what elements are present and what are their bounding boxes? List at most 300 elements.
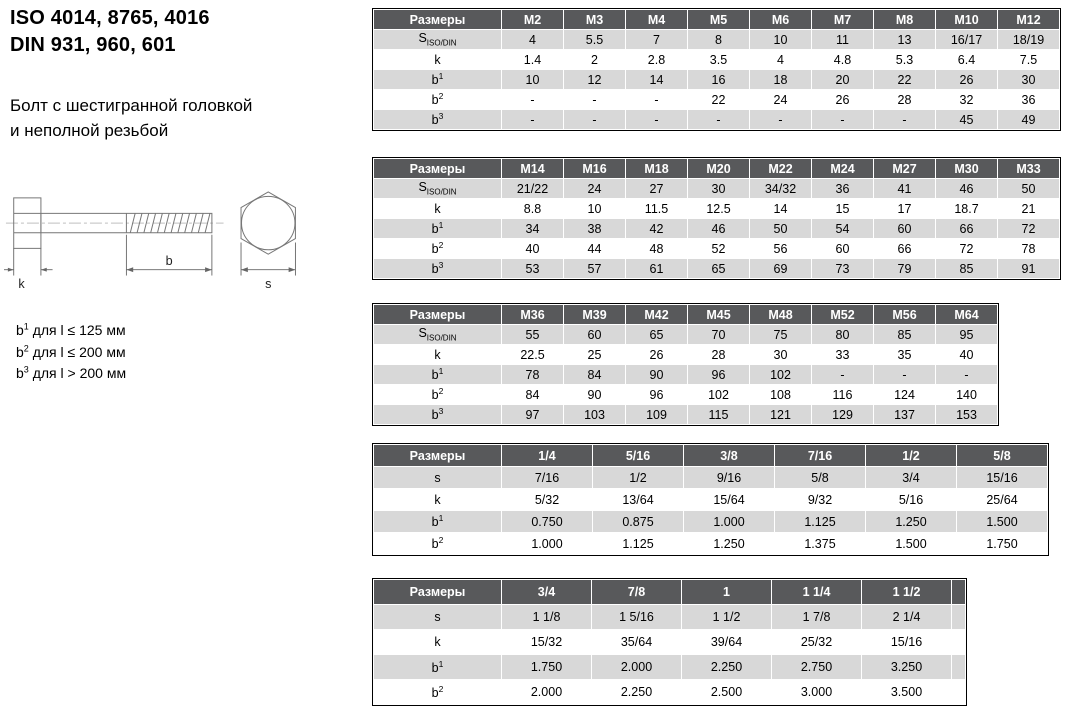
value-cell: 25/64 [957,489,1048,511]
row-label: $b^3$ [374,110,502,130]
column-header: M56 [874,305,936,325]
value-cell: 15/64 [684,489,775,511]
value-cell: 90 [564,385,626,405]
value-cell: 11 [812,30,874,50]
value-cell: 50 [750,219,812,239]
value-cell: 49 [998,110,1060,130]
value-cell: 1.250 [684,533,775,555]
table-corner-label: Размеры [374,445,502,467]
row-label: $b^1$ [374,511,502,533]
hex-head-outline [241,192,295,254]
value-cell: 1 1/8 [502,605,592,630]
table-row [374,50,1060,70]
value-cell: 34/32 [750,179,812,199]
value-cell: 75 [750,325,812,345]
value-cell: 7.5 [998,50,1060,70]
value-cell: 5.3 [874,50,936,70]
table-row [374,110,1060,130]
value-cell: 13 [874,30,936,50]
table-row [374,345,998,365]
value-cell: 22.5 [502,345,564,365]
value-cell: 102 [688,385,750,405]
value-cell: 102 [750,365,812,385]
value-cell: 153 [936,405,998,425]
header-row [374,10,1060,30]
column-header: 7/8 [592,580,682,605]
column-header: M14 [502,159,564,179]
value-cell: 85 [874,325,936,345]
value-cell: - [936,365,998,385]
value-cell: 72 [936,239,998,259]
table-row [374,385,998,405]
value-cell: 18/19 [998,30,1060,50]
row-label: $S_{ISO/DIN}$ [374,325,502,345]
note-b3 [16,363,126,385]
row-label: k [374,199,502,219]
note-b1-base: b [16,322,24,338]
value-cell: 35 [874,345,936,365]
value-cell: 1.000 [684,511,775,533]
value-cell: 69 [750,259,812,279]
value-cell: 60 [874,219,936,239]
value-cell: 7/16 [502,467,593,489]
value-cell: 30 [998,70,1060,90]
column-header: M5 [688,10,750,30]
value-cell: 25/32 [772,630,862,655]
row-label: s [374,467,502,489]
value-cell: 25 [564,345,626,365]
value-cell: 72 [998,219,1060,239]
row-label: $b^3$ [374,259,502,279]
value-cell: 78 [998,239,1060,259]
column-header: M2 [502,10,564,30]
value-cell: 1/2 [593,467,684,489]
value-cell: 26 [812,90,874,110]
value-cell [952,680,966,705]
value-cell: 73 [812,259,874,279]
value-cell: 0.875 [593,511,684,533]
value-cell: 22 [688,90,750,110]
row-label: k [374,630,502,655]
table-row [374,259,1060,279]
column-header: 5/8 [957,445,1048,467]
column-header: 1 [682,580,772,605]
value-cell [952,605,966,630]
value-cell: 55 [502,325,564,345]
value-cell: 15/16 [862,630,952,655]
value-cell: 28 [874,90,936,110]
note-b2-base: b [16,343,24,360]
value-cell: 30 [688,179,750,199]
value-cell: 2.250 [682,655,772,680]
table-row [374,219,1060,239]
page-subtitle [10,94,252,143]
row-label: s [374,605,502,630]
value-cell: 85 [936,259,998,279]
value-cell: - [502,90,564,110]
value-cell: 30 [750,345,812,365]
value-cell: - [626,90,688,110]
value-cell: - [812,110,874,130]
row-label: $b^2$ [374,533,502,555]
column-header: M22 [750,159,812,179]
row-label: $b^1$ [374,70,502,90]
dim-label-b: b [165,253,173,268]
value-cell: 26 [626,345,688,365]
row-label: k [374,489,502,511]
value-cell: 65 [688,259,750,279]
table-row [374,70,1060,90]
value-cell: - [564,90,626,110]
value-cell: 40 [936,345,998,365]
header-row [374,580,966,605]
value-cell: 53 [502,259,564,279]
value-cell: 84 [502,385,564,405]
value-cell: 1.500 [957,511,1048,533]
dimension-table-2 [372,157,1061,280]
table-row [374,467,1048,489]
value-cell: 56 [750,239,812,259]
value-cell: 50 [998,179,1060,199]
column-header: M64 [936,305,998,325]
value-cell: 21/22 [502,179,564,199]
value-cell: 15/16 [957,467,1048,489]
row-label: $b^1$ [374,655,502,680]
value-cell: 80 [812,325,874,345]
header-row [374,445,1048,467]
table-row [374,511,1048,533]
value-cell: 96 [626,385,688,405]
row-label: k [374,50,502,70]
dimension-table-4 [372,443,1049,556]
row-label: k [374,345,502,365]
value-cell: 15 [812,199,874,219]
note-b1-sup: 1 [23,321,29,332]
table-row [374,489,1048,511]
value-cell: 1.125 [775,511,866,533]
row-label: $S_{ISO/DIN}$ [374,30,502,50]
column-header: M33 [998,159,1060,179]
table-row [374,325,998,345]
value-cell: 60 [564,325,626,345]
value-cell: 34 [502,219,564,239]
column-header: M36 [502,305,564,325]
value-cell: 12.5 [688,199,750,219]
value-cell: 5/16 [866,489,957,511]
value-cell: 38 [564,219,626,239]
value-cell: 1.250 [866,511,957,533]
dimension-table-3 [372,303,999,426]
value-cell: 60 [812,239,874,259]
table-row [374,239,1060,259]
dimension-s [241,243,295,276]
value-cell: 3.000 [772,680,862,705]
row-label: $b^2$ [374,385,502,405]
value-cell: 28 [688,345,750,365]
column-header: M10 [936,10,998,30]
value-cell: 15/32 [502,630,592,655]
row-label: $b^2$ [374,90,502,110]
column-header: M30 [936,159,998,179]
value-cell: 1 7/8 [772,605,862,630]
page-title [10,5,210,59]
value-cell: 129 [812,405,874,425]
value-cell: 10 [750,30,812,50]
table-corner-label: Размеры [374,159,502,179]
value-cell: 32 [936,90,998,110]
column-header: 1 1/4 [772,580,862,605]
value-cell: 137 [874,405,936,425]
value-cell: - [626,110,688,130]
value-cell: 1 1/2 [682,605,772,630]
value-cell: 61 [626,259,688,279]
value-cell: 41 [874,179,936,199]
column-header: M24 [812,159,874,179]
value-cell: 4.8 [812,50,874,70]
column-header: M7 [812,10,874,30]
value-cell: - [502,110,564,130]
bolt-hex-view [241,192,295,254]
value-cell [952,630,966,655]
column-header: M52 [812,305,874,325]
value-cell: 9/16 [684,467,775,489]
value-cell: 3.250 [862,655,952,680]
note-b2-text: для l ≤ 200 мм [28,343,126,360]
value-cell: 78 [502,365,564,385]
value-cell: 66 [874,239,936,259]
row-label: $b^2$ [374,239,502,259]
value-cell: 1.375 [775,533,866,555]
value-cell: - [564,110,626,130]
value-cell: 96 [688,365,750,385]
value-cell: 8.8 [502,199,564,219]
dimension-tables-area [372,8,1064,716]
value-cell: 5/8 [775,467,866,489]
value-cell: 48 [626,239,688,259]
value-cell: 66 [936,219,998,239]
value-cell: 39/64 [682,630,772,655]
value-cell: 115 [688,405,750,425]
value-cell: 1.750 [502,655,592,680]
note-b2-sup: 2 [23,343,29,354]
column-header: M8 [874,10,936,30]
bolt-side-view [6,198,224,249]
note-b1 [16,320,126,342]
value-cell: 79 [874,259,936,279]
column-header: 1/4 [502,445,593,467]
column-header: M6 [750,10,812,30]
value-cell: - [812,365,874,385]
note-b1-text: для l ≤ 125 мм [28,322,126,338]
row-label: $S_{ISO/DIN}$ [374,179,502,199]
value-cell: 90 [626,365,688,385]
value-cell: 3.5 [688,50,750,70]
value-cell: 2.000 [592,655,682,680]
value-cell: 24 [750,90,812,110]
value-cell: 2.500 [682,680,772,705]
value-cell: 57 [564,259,626,279]
value-cell: 1.750 [957,533,1048,555]
value-cell: 11.5 [626,199,688,219]
table-row [374,680,966,705]
title-iso-standards: ISO 4014, 8765, 4016 [10,7,210,29]
value-cell: 5.5 [564,30,626,50]
value-cell: 18.7 [936,199,998,219]
title-din-standards: DIN 931, 960, 601 [10,34,176,56]
value-cell: 6.4 [936,50,998,70]
header-row [374,305,998,325]
value-cell: 8 [688,30,750,50]
table-row [374,179,1060,199]
subtitle-line-1: Болт с шестигранной головкой [10,96,253,115]
row-label: $b^2$ [374,680,502,705]
column-header [952,580,966,605]
dim-label-s: s [265,277,272,292]
table-row [374,30,1060,50]
value-cell: 10 [502,70,564,90]
row-label: $b^1$ [374,365,502,385]
value-cell: 124 [874,385,936,405]
table-row [374,90,1060,110]
value-cell: 3/4 [866,467,957,489]
value-cell: - [688,110,750,130]
value-cell: 121 [750,405,812,425]
column-header: 5/16 [593,445,684,467]
column-header: M42 [626,305,688,325]
dimension-table-1 [372,8,1061,131]
note-b3-sup: 3 [23,364,29,375]
table-corner-label: Размеры [374,580,502,605]
value-cell: 4 [502,30,564,50]
value-cell: 16/17 [936,30,998,50]
value-cell: 2.250 [592,680,682,705]
table-corner-label: Размеры [374,305,502,325]
column-header: 3/8 [684,445,775,467]
value-cell: 21 [998,199,1060,219]
note-b3-base: b [16,365,24,382]
row-label: $b^3$ [374,405,502,425]
dimension-k [4,248,53,275]
value-cell: 27 [626,179,688,199]
value-cell: 52 [688,239,750,259]
value-cell: 2 [564,50,626,70]
table-row [374,405,998,425]
value-cell: - [874,365,936,385]
value-cell: 13/64 [593,489,684,511]
table-row [374,533,1048,555]
column-header: 1 1/2 [862,580,952,605]
value-cell: 5/32 [502,489,593,511]
value-cell: 24 [564,179,626,199]
value-cell: 14 [750,199,812,219]
value-cell: 44 [564,239,626,259]
value-cell: 1.125 [593,533,684,555]
value-cell: 2.750 [772,655,862,680]
value-cell: 7 [626,30,688,50]
column-header: M48 [750,305,812,325]
value-cell: 70 [688,325,750,345]
value-cell: 45 [936,110,998,130]
column-header: 3/4 [502,580,592,605]
column-header: M20 [688,159,750,179]
value-cell: 103 [564,405,626,425]
column-header: M18 [626,159,688,179]
value-cell: 1 5/16 [592,605,682,630]
value-cell: 16 [688,70,750,90]
value-cell: 65 [626,325,688,345]
column-header: M3 [564,10,626,30]
value-cell: 17 [874,199,936,219]
dim-label-k: k [18,277,25,292]
header-row [374,159,1060,179]
value-cell: 97 [502,405,564,425]
value-cell: 22 [874,70,936,90]
value-cell: 2 1/4 [862,605,952,630]
subtitle-line-2: и неполной резьбой [10,120,169,140]
value-cell: 109 [626,405,688,425]
note-b3-text: для l > 200 мм [28,365,127,382]
value-cell: 2.8 [626,50,688,70]
dimension-table-5 [372,578,967,706]
thread-length-notes [16,320,126,385]
table-row [374,655,966,680]
value-cell: 35/64 [592,630,682,655]
table-row [374,365,998,385]
value-cell: 1.000 [502,533,593,555]
value-cell: 42 [626,219,688,239]
value-cell: - [874,110,936,130]
value-cell: 0.750 [502,511,593,533]
hex-inscribed-circle [242,196,295,249]
value-cell: 108 [750,385,812,405]
value-cell: 140 [936,385,998,405]
value-cell: 10 [564,199,626,219]
value-cell: 26 [936,70,998,90]
column-header: M39 [564,305,626,325]
value-cell: 2.000 [502,680,592,705]
value-cell: 54 [812,219,874,239]
column-header: 7/16 [775,445,866,467]
column-header: M4 [626,10,688,30]
value-cell: 116 [812,385,874,405]
value-cell: 84 [564,365,626,385]
note-b2 [16,342,126,364]
column-header: M27 [874,159,936,179]
column-header: M12 [998,10,1060,30]
value-cell: - [750,110,812,130]
row-label: $b^1$ [374,219,502,239]
value-cell: 1.4 [502,50,564,70]
value-cell: 91 [998,259,1060,279]
value-cell: 95 [936,325,998,345]
bolt-technical-drawing [4,190,344,295]
value-cell: 20 [812,70,874,90]
value-cell: 12 [564,70,626,90]
value-cell: 46 [936,179,998,199]
value-cell: 3.500 [862,680,952,705]
value-cell: 4 [750,50,812,70]
value-cell: 36 [812,179,874,199]
value-cell: 1.500 [866,533,957,555]
table-row [374,630,966,655]
column-header: M16 [564,159,626,179]
value-cell: 40 [502,239,564,259]
value-cell: 36 [998,90,1060,110]
column-header: M45 [688,305,750,325]
value-cell: 33 [812,345,874,365]
column-header: 1/2 [866,445,957,467]
table-corner-label: Размеры [374,10,502,30]
